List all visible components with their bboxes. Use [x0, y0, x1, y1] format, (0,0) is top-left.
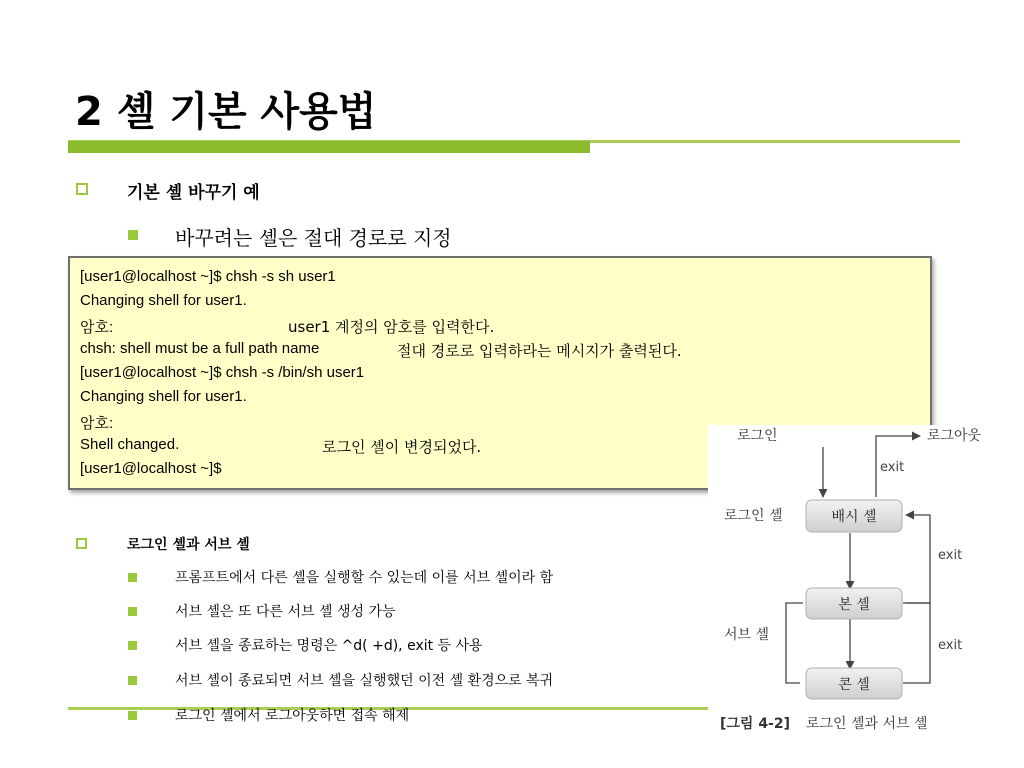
title-underline-accent — [68, 141, 590, 153]
list-item: 서브 셸을 종료하는 명령은 ^d( +d), exit 등 사용 — [175, 638, 483, 654]
list-item: 서브 셸은 또 다른 서브 셸 생성 가능 — [175, 604, 396, 620]
terminal-line: 암호: — [80, 415, 114, 432]
bourne-shell-label: 본 셸 — [838, 597, 870, 613]
terminal-line: Changing shell for user1. — [80, 388, 247, 405]
list-item: 프롬프트에서 다른 셸을 실행할 수 있는데 이를 서브 셸이라 함 — [175, 570, 554, 586]
section-heading-change-shell: 기본 셸 바꾸기 예 — [127, 183, 260, 203]
terminal-line: Changing shell for user1. — [80, 292, 247, 309]
diagram-exit-label: exit — [880, 460, 905, 475]
bash-shell-label: 배시 셸 — [831, 509, 877, 525]
hollow-square-bullet-icon — [76, 183, 88, 195]
page-title: 2 셸 기본 사용법 — [75, 89, 377, 135]
diagram-login-shell-label: 로그인 셸 — [724, 508, 783, 524]
list-item: 서브 셸이 종료되면 서브 셸을 실행했던 이전 셸 환경으로 복귀 — [175, 673, 554, 689]
terminal-line: Shell changed. — [80, 436, 180, 453]
terminal-line: chsh: shell must be a full path name — [80, 340, 320, 357]
diagram-login-label: 로그인 — [737, 428, 778, 444]
solid-square-bullet-icon — [128, 711, 137, 720]
diagram-exit-label: exit — [938, 548, 963, 563]
terminal-annotation: 로그인 셸이 변경되었다. — [322, 438, 482, 456]
terminal-line: [user1@localhost ~]$ chsh -s /bin/sh user1 — [80, 364, 365, 381]
korn-shell-label: 콘 셸 — [838, 677, 870, 693]
solid-square-bullet-icon — [128, 607, 137, 616]
shell-diagram — [708, 425, 1008, 745]
diagram-exit-label: exit — [938, 638, 963, 653]
solid-square-bullet-icon — [128, 676, 137, 685]
hollow-square-bullet-icon — [76, 538, 87, 549]
terminal-annotation: 절대 경로로 입력하라는 메시지가 출력된다. — [397, 342, 682, 360]
terminal-line: [user1@localhost ~]$ — [80, 460, 222, 477]
terminal-annotation: user1 계정의 암호를 입력한다. — [288, 318, 495, 336]
solid-square-bullet-icon — [128, 573, 137, 582]
solid-square-bullet-icon — [128, 641, 137, 650]
diagram-logout-label: 로그아웃 — [927, 428, 982, 444]
terminal-line: 암호: — [80, 319, 114, 336]
bullet-absolute-path: 바꾸려는 셸은 절대 경로로 지정 — [175, 226, 452, 250]
list-item: 로그인 셸에서 로그아웃하면 접속 해제 — [175, 708, 410, 724]
terminal-line: [user1@localhost ~]$ chsh -s sh user1 — [80, 268, 336, 285]
solid-square-bullet-icon — [128, 230, 138, 240]
diagram-sub-shell-label: 서브 셸 — [724, 627, 770, 643]
figure-caption-text: 로그인 셸과 서브 셸 — [806, 716, 928, 732]
figure-caption-ref: [그림 4-2] — [720, 716, 791, 732]
section-heading-login-sub-shell: 로그인 셸과 서브 셸 — [127, 537, 250, 553]
